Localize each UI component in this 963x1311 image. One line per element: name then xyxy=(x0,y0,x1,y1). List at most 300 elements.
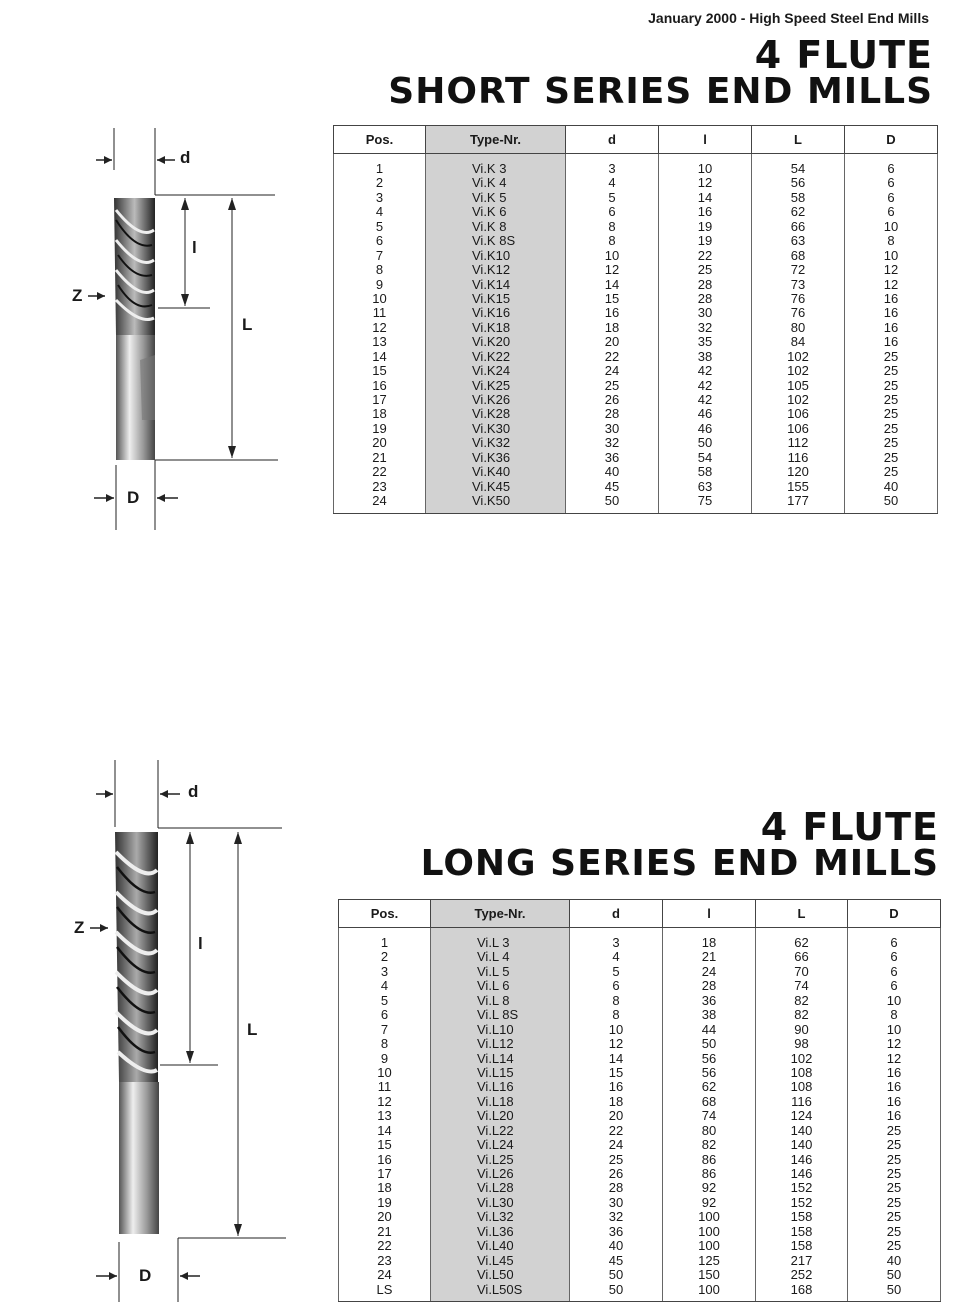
table-cell: 66 xyxy=(790,218,806,234)
table-cell: Vi.L 6 xyxy=(477,978,510,994)
table-cell: Vi.L24 xyxy=(477,1137,514,1153)
table-cell: 18 xyxy=(604,319,620,335)
table-cell: 28 xyxy=(697,290,713,306)
table-cell: 50 xyxy=(883,493,899,509)
table-cell: 105 xyxy=(787,377,809,393)
table-cell: 158 xyxy=(790,1238,813,1254)
table-cell: 35 xyxy=(697,334,713,350)
table-cell: 18 xyxy=(701,935,717,950)
table-cell: 25 xyxy=(886,1137,902,1153)
table-cell: Vi.L 4 xyxy=(477,949,510,965)
table-cell: 146 xyxy=(790,1151,813,1167)
table-cell: 15 xyxy=(608,1064,624,1080)
table-cell: 106 xyxy=(787,420,809,436)
table-cell: 106 xyxy=(787,406,809,422)
table-cell: 66 xyxy=(794,949,809,965)
table-cell: Vi.L30 xyxy=(477,1194,514,1210)
table-cell: Vi.L15 xyxy=(477,1064,514,1080)
table-cell: 32 xyxy=(608,1209,624,1225)
L-column xyxy=(752,154,844,513)
table-cell: 16 xyxy=(886,1108,902,1124)
table-cell: 120 xyxy=(787,464,809,480)
table-cell: Vi.K 5 xyxy=(472,189,507,205)
table-cell: 92 xyxy=(701,1180,717,1196)
table-cell: 19 xyxy=(697,218,713,234)
table-cell: 25 xyxy=(883,449,899,465)
table-cell: 20 xyxy=(377,1209,392,1225)
table-cell: 8 xyxy=(612,1007,620,1023)
table-cell: Vi.K 3 xyxy=(472,161,507,176)
table-cell: 140 xyxy=(790,1122,813,1138)
table-cell: Vi.K 8S xyxy=(472,233,516,249)
table-cell: 72 xyxy=(790,262,806,278)
table-cell: 30 xyxy=(697,305,713,321)
table-cell: 10 xyxy=(604,247,620,263)
table-cell: 12 xyxy=(608,1036,624,1052)
type-column xyxy=(426,154,565,513)
table-cell: 90 xyxy=(794,1021,809,1037)
table-cell: Vi.L 8 xyxy=(477,992,510,1008)
table-body-row xyxy=(339,928,941,1302)
table-cell: 25 xyxy=(604,377,620,393)
table-cell: 22 xyxy=(608,1122,624,1138)
table-cell: 25 xyxy=(883,363,899,379)
table-cell: 6 xyxy=(612,978,620,994)
D-column xyxy=(848,928,940,1301)
table-cell: 19 xyxy=(377,1194,392,1210)
table-cell: 16 xyxy=(697,204,713,220)
table-cell: Vi.K14 xyxy=(472,276,511,292)
end-mill-drawing xyxy=(60,120,290,540)
table-cell: 45 xyxy=(608,1252,624,1268)
table-cell: 50 xyxy=(886,1281,902,1297)
table-cell: 4 xyxy=(375,204,384,220)
table-cell: 102 xyxy=(787,348,809,364)
table-cell: 6 xyxy=(890,949,898,965)
column-header-D: D xyxy=(845,126,938,154)
table-header-row xyxy=(334,126,938,154)
table-cell: 58 xyxy=(790,189,806,205)
table-cell: Vi.K40 xyxy=(472,464,511,480)
table-cell: 25 xyxy=(608,1151,624,1167)
table-cell: 168 xyxy=(790,1281,813,1297)
table-cell: 82 xyxy=(701,1137,717,1153)
table-cell: 14 xyxy=(697,189,713,205)
table-cell: 82 xyxy=(794,992,809,1008)
table-cell: 15 xyxy=(377,1137,392,1153)
table-cell: 56 xyxy=(701,1064,717,1080)
table-cell: 2 xyxy=(380,949,389,965)
table-cell: 50 xyxy=(697,435,713,451)
table-cell: 12 xyxy=(886,1050,902,1066)
table-cell: Vi.L20 xyxy=(477,1108,514,1124)
table-cell: Vi.L10 xyxy=(477,1021,514,1037)
table-body-row xyxy=(334,154,938,514)
table-cell: 22 xyxy=(377,1238,392,1254)
table-cell: 16 xyxy=(886,1093,902,1109)
table-cell: 152 xyxy=(790,1194,813,1210)
column-header-type: Type-Nr. xyxy=(426,126,566,154)
table-cell: 6 xyxy=(887,204,895,220)
table-cell: 63 xyxy=(790,233,806,249)
dim-label-d: d xyxy=(180,148,191,167)
table-cell: 50 xyxy=(608,1267,624,1283)
table-cell: 44 xyxy=(701,1021,717,1037)
table-cell: 25 xyxy=(886,1180,902,1196)
column-header-L: L xyxy=(752,126,845,154)
table-cell: 17 xyxy=(372,392,387,407)
table-cell: 18 xyxy=(608,1093,624,1109)
table-cell: 25 xyxy=(883,435,899,451)
dim-label-D: D xyxy=(139,1266,152,1285)
table-cell: 16 xyxy=(883,334,899,350)
table-cell: 14 xyxy=(377,1122,392,1138)
table-cell: 23 xyxy=(377,1252,392,1268)
table-cell: 150 xyxy=(698,1267,720,1283)
short-series-title-line2: SHORT SERIES END MILLS xyxy=(388,71,933,112)
table-cell: 124 xyxy=(790,1108,813,1124)
table-cell: Vi.K32 xyxy=(472,435,511,451)
table-cell: Vi.K 8 xyxy=(472,218,507,234)
table-cell: 14 xyxy=(372,348,387,364)
table-cell: 16 xyxy=(604,305,620,321)
table-cell: 40 xyxy=(886,1252,902,1268)
short-series-table xyxy=(333,125,938,514)
table-cell: 14 xyxy=(604,276,620,292)
table-cell: 252 xyxy=(790,1267,813,1283)
table-cell: 217 xyxy=(790,1252,813,1268)
table-cell: 102 xyxy=(787,363,809,379)
table-cell: 19 xyxy=(372,420,387,436)
table-cell: 82 xyxy=(794,1007,809,1023)
table-cell: Vi.L32 xyxy=(477,1209,514,1225)
table-cell: 3 xyxy=(612,935,620,950)
table-cell: 14 xyxy=(608,1050,624,1066)
D-column xyxy=(845,154,937,513)
table-cell: 100 xyxy=(698,1238,720,1254)
table-cell: 25 xyxy=(883,464,899,480)
table-cell: 56 xyxy=(790,175,806,191)
dim-label-Z: Z xyxy=(72,286,83,305)
table-cell: Vi.L28 xyxy=(477,1180,514,1196)
table-cell: 50 xyxy=(701,1036,717,1052)
table-cell: Vi.K10 xyxy=(472,247,511,263)
table-cell: Vi.K18 xyxy=(472,319,511,335)
table-cell: 6 xyxy=(887,189,895,205)
L-column xyxy=(756,928,847,1301)
table-cell: Vi.K25 xyxy=(472,377,511,393)
table-cell: 40 xyxy=(883,478,899,494)
table-cell: 70 xyxy=(794,963,809,979)
table-cell: 21 xyxy=(701,949,717,965)
table-cell: 6 xyxy=(380,1007,389,1023)
table-cell: 20 xyxy=(372,435,387,451)
table-cell: 22 xyxy=(372,464,387,480)
table-cell: Vi.K15 xyxy=(472,290,511,306)
dim-label-L: L xyxy=(242,315,253,334)
table-cell: 18 xyxy=(377,1180,392,1196)
table-cell: 10 xyxy=(883,247,899,263)
short-series-title xyxy=(388,33,933,112)
table-cell: 108 xyxy=(790,1064,813,1080)
table-cell: 63 xyxy=(697,478,713,494)
table-cell: 7 xyxy=(380,1021,389,1037)
table-cell: 5 xyxy=(608,189,616,205)
short-series-end-mill-diagram xyxy=(60,120,290,540)
table-cell: Vi.L50S xyxy=(477,1281,523,1297)
table-cell: 25 xyxy=(883,420,899,436)
table-cell: 10 xyxy=(886,992,902,1008)
table-cell: 10 xyxy=(883,218,899,234)
table-cell: 30 xyxy=(604,420,620,436)
table-cell: 6 xyxy=(375,233,384,249)
table-cell: 8 xyxy=(612,992,620,1008)
table-cell: 25 xyxy=(883,348,899,364)
table-cell: 58 xyxy=(697,464,713,480)
table-cell: Vi.L50 xyxy=(477,1267,514,1283)
table-cell: 28 xyxy=(701,978,717,994)
table-cell: 12 xyxy=(604,262,620,278)
table-cell: 22 xyxy=(604,348,620,364)
column-header-pos: Pos. xyxy=(334,126,426,154)
long-series-title-line2: LONG SERIES END MILLS xyxy=(420,843,939,884)
table-cell: 102 xyxy=(790,1050,813,1066)
table-cell: 86 xyxy=(701,1166,717,1181)
table-cell: 16 xyxy=(883,290,899,306)
table-cell: 25 xyxy=(886,1122,902,1138)
dim-label-l: l xyxy=(192,238,197,257)
dim-label-d: d xyxy=(188,782,199,801)
table-cell: 100 xyxy=(698,1209,720,1225)
table-cell: Vi.L25 xyxy=(477,1151,514,1167)
table-cell: 16 xyxy=(886,1079,902,1095)
table-cell: 10 xyxy=(608,1021,624,1037)
table-cell: 50 xyxy=(608,1281,624,1297)
table-cell: 16 xyxy=(886,1064,902,1080)
table-cell: 10 xyxy=(377,1064,392,1080)
table-cell: 26 xyxy=(604,392,620,407)
table-cell: 12 xyxy=(697,175,713,191)
table-cell: Vi.L14 xyxy=(477,1050,514,1066)
table-cell: 177 xyxy=(787,493,809,509)
table-cell: Vi.K20 xyxy=(472,334,511,350)
table-cell: 73 xyxy=(790,276,806,292)
table-cell: 28 xyxy=(604,406,620,422)
table-cell: 13 xyxy=(372,334,387,350)
table-cell: 6 xyxy=(887,175,895,191)
table-cell: 3 xyxy=(375,189,384,205)
table-cell: 3 xyxy=(608,161,616,176)
table-cell: 21 xyxy=(372,449,387,465)
table-cell: 98 xyxy=(794,1036,809,1052)
table-cell: 5 xyxy=(612,963,620,979)
table-cell: 42 xyxy=(697,377,713,393)
column-header-l: l xyxy=(659,126,752,154)
table-cell: 158 xyxy=(790,1223,813,1239)
table-cell: Vi.K36 xyxy=(472,449,511,465)
table-cell: 4 xyxy=(612,949,620,965)
long-series-title-line1: 4 FLUTE xyxy=(760,805,939,849)
table-cell: 50 xyxy=(886,1267,902,1283)
table-cell: 10 xyxy=(886,1021,902,1037)
table-cell: Vi.L 5 xyxy=(477,963,510,979)
table-cell: LS xyxy=(376,1281,393,1297)
table-cell: 80 xyxy=(790,319,806,335)
table-cell: 21 xyxy=(377,1223,392,1239)
table-cell: 16 xyxy=(377,1151,392,1167)
table-cell: 38 xyxy=(697,348,713,364)
table-cell: 125 xyxy=(698,1252,720,1268)
l-column xyxy=(663,928,755,1301)
table-cell: 6 xyxy=(608,204,616,220)
l-column xyxy=(659,154,751,513)
table-cell: 140 xyxy=(790,1137,813,1153)
table-cell: 7 xyxy=(375,247,384,263)
table-cell: 11 xyxy=(372,305,387,321)
type-column xyxy=(431,928,569,1301)
table-cell: 4 xyxy=(380,978,389,994)
table-cell: 112 xyxy=(787,435,809,451)
table-cell: 25 xyxy=(886,1194,902,1210)
table-cell: Vi.K26 xyxy=(472,392,511,407)
table-cell: 25 xyxy=(697,262,713,278)
table-cell: 32 xyxy=(604,435,620,451)
table-cell: 24 xyxy=(701,963,717,979)
table-cell: 116 xyxy=(787,449,809,465)
table-cell: 86 xyxy=(701,1151,717,1167)
table-cell: Vi.K50 xyxy=(472,493,511,509)
table-cell: Vi.L 8S xyxy=(477,1007,519,1023)
table-cell: 42 xyxy=(697,392,713,407)
table-cell: 102 xyxy=(787,392,809,407)
table-cell: 36 xyxy=(701,992,717,1008)
table-cell: 2 xyxy=(375,175,384,191)
table-cell: Vi.K16 xyxy=(472,305,511,321)
table-cell: 3 xyxy=(380,963,389,979)
table-cell: 50 xyxy=(604,493,620,509)
table-cell: 25 xyxy=(886,1238,902,1254)
table-cell: 4 xyxy=(608,175,616,191)
table-cell: 18 xyxy=(372,406,387,422)
table-cell: Vi.K30 xyxy=(472,420,511,436)
table-cell: 25 xyxy=(886,1223,902,1239)
table-cell: 62 xyxy=(701,1079,717,1095)
table-cell: 8 xyxy=(608,218,616,234)
table-cell: Vi.K24 xyxy=(472,363,511,379)
table-cell: 116 xyxy=(791,1093,812,1109)
table-cell: Vi.L 3 xyxy=(477,935,510,950)
table-cell: 12 xyxy=(883,276,899,292)
column-header-pos: Pos. xyxy=(339,900,431,928)
dim-label-L: L xyxy=(247,1020,258,1039)
table-cell: Vi.L40 xyxy=(477,1238,514,1254)
table-cell: Vi.L18 xyxy=(477,1093,514,1109)
table-cell: 11 xyxy=(377,1079,392,1095)
table-cell: 1 xyxy=(375,161,384,176)
table-cell: 45 xyxy=(604,478,620,494)
table-cell: Vi.L22 xyxy=(477,1122,514,1138)
table-cell: 25 xyxy=(886,1166,902,1181)
pos-column xyxy=(334,154,425,513)
table-cell: 6 xyxy=(890,935,898,950)
column-header-d: d xyxy=(570,900,663,928)
table-cell: 25 xyxy=(883,392,899,407)
document-header: January 2000 - High Speed Steel End Mills xyxy=(648,10,929,26)
table-cell: 68 xyxy=(701,1093,717,1109)
table-cell: 24 xyxy=(604,363,620,379)
table-cell: 8 xyxy=(887,233,895,249)
table-cell: 6 xyxy=(890,978,898,994)
table-cell: 68 xyxy=(790,247,806,263)
table-cell: 155 xyxy=(787,478,809,494)
dim-label-l: l xyxy=(198,934,203,953)
table-cell: 36 xyxy=(608,1223,624,1239)
table-cell: 24 xyxy=(377,1267,392,1283)
table-cell: 24 xyxy=(608,1137,624,1153)
table-cell: 38 xyxy=(701,1007,717,1023)
short-series-title-line1: 4 FLUTE xyxy=(754,33,933,77)
table-cell: 12 xyxy=(886,1036,902,1052)
table-cell: 12 xyxy=(372,319,387,335)
long-series-table xyxy=(338,899,941,1302)
table-cell: 20 xyxy=(608,1108,624,1124)
table-cell: 74 xyxy=(794,978,809,994)
table-cell: 23 xyxy=(372,478,387,494)
table-cell: 16 xyxy=(608,1079,624,1095)
table-cell: 54 xyxy=(697,449,713,465)
table-cell: 15 xyxy=(372,363,387,379)
table-cell: Vi.L26 xyxy=(477,1166,514,1181)
table-cell: 46 xyxy=(697,406,713,422)
column-header-d: d xyxy=(566,126,659,154)
table-cell: 9 xyxy=(380,1050,389,1066)
table-cell: 5 xyxy=(380,992,389,1008)
column-header-D: D xyxy=(848,900,941,928)
table-cell: 19 xyxy=(697,233,713,249)
table-cell: 84 xyxy=(790,334,806,350)
table-cell: 16 xyxy=(372,377,387,393)
table-cell: 62 xyxy=(790,204,806,220)
table-cell: Vi.K 4 xyxy=(472,175,507,191)
table-cell: Vi.K28 xyxy=(472,406,511,422)
table-cell: 8 xyxy=(890,1007,898,1023)
table-cell: 30 xyxy=(608,1194,624,1210)
table-cell: Vi.L45 xyxy=(477,1252,514,1268)
table-cell: 25 xyxy=(886,1151,902,1167)
table-cell: 92 xyxy=(701,1194,717,1210)
long-series-end-mill-diagram xyxy=(60,752,300,1306)
table-cell: 24 xyxy=(372,493,387,509)
table-cell: 20 xyxy=(604,334,620,350)
column-header-type: Type-Nr. xyxy=(431,900,570,928)
dim-label-Z: Z xyxy=(74,918,85,937)
table-cell: 32 xyxy=(697,319,713,335)
table-cell: 158 xyxy=(790,1209,813,1225)
table-cell: 8 xyxy=(380,1036,389,1052)
column-header-L: L xyxy=(756,900,848,928)
table-cell: 22 xyxy=(697,247,713,263)
table-cell: 6 xyxy=(890,963,898,979)
table-cell: 62 xyxy=(794,935,809,950)
table-cell: 10 xyxy=(372,290,387,306)
table-cell: Vi.L36 xyxy=(477,1223,514,1239)
table-cell: 146 xyxy=(790,1166,813,1181)
table-cell: Vi.K45 xyxy=(472,478,511,494)
table-cell: 6 xyxy=(887,161,895,176)
table-cell: 28 xyxy=(697,276,713,292)
table-cell: 152 xyxy=(790,1180,813,1196)
table-header-row xyxy=(339,900,941,928)
